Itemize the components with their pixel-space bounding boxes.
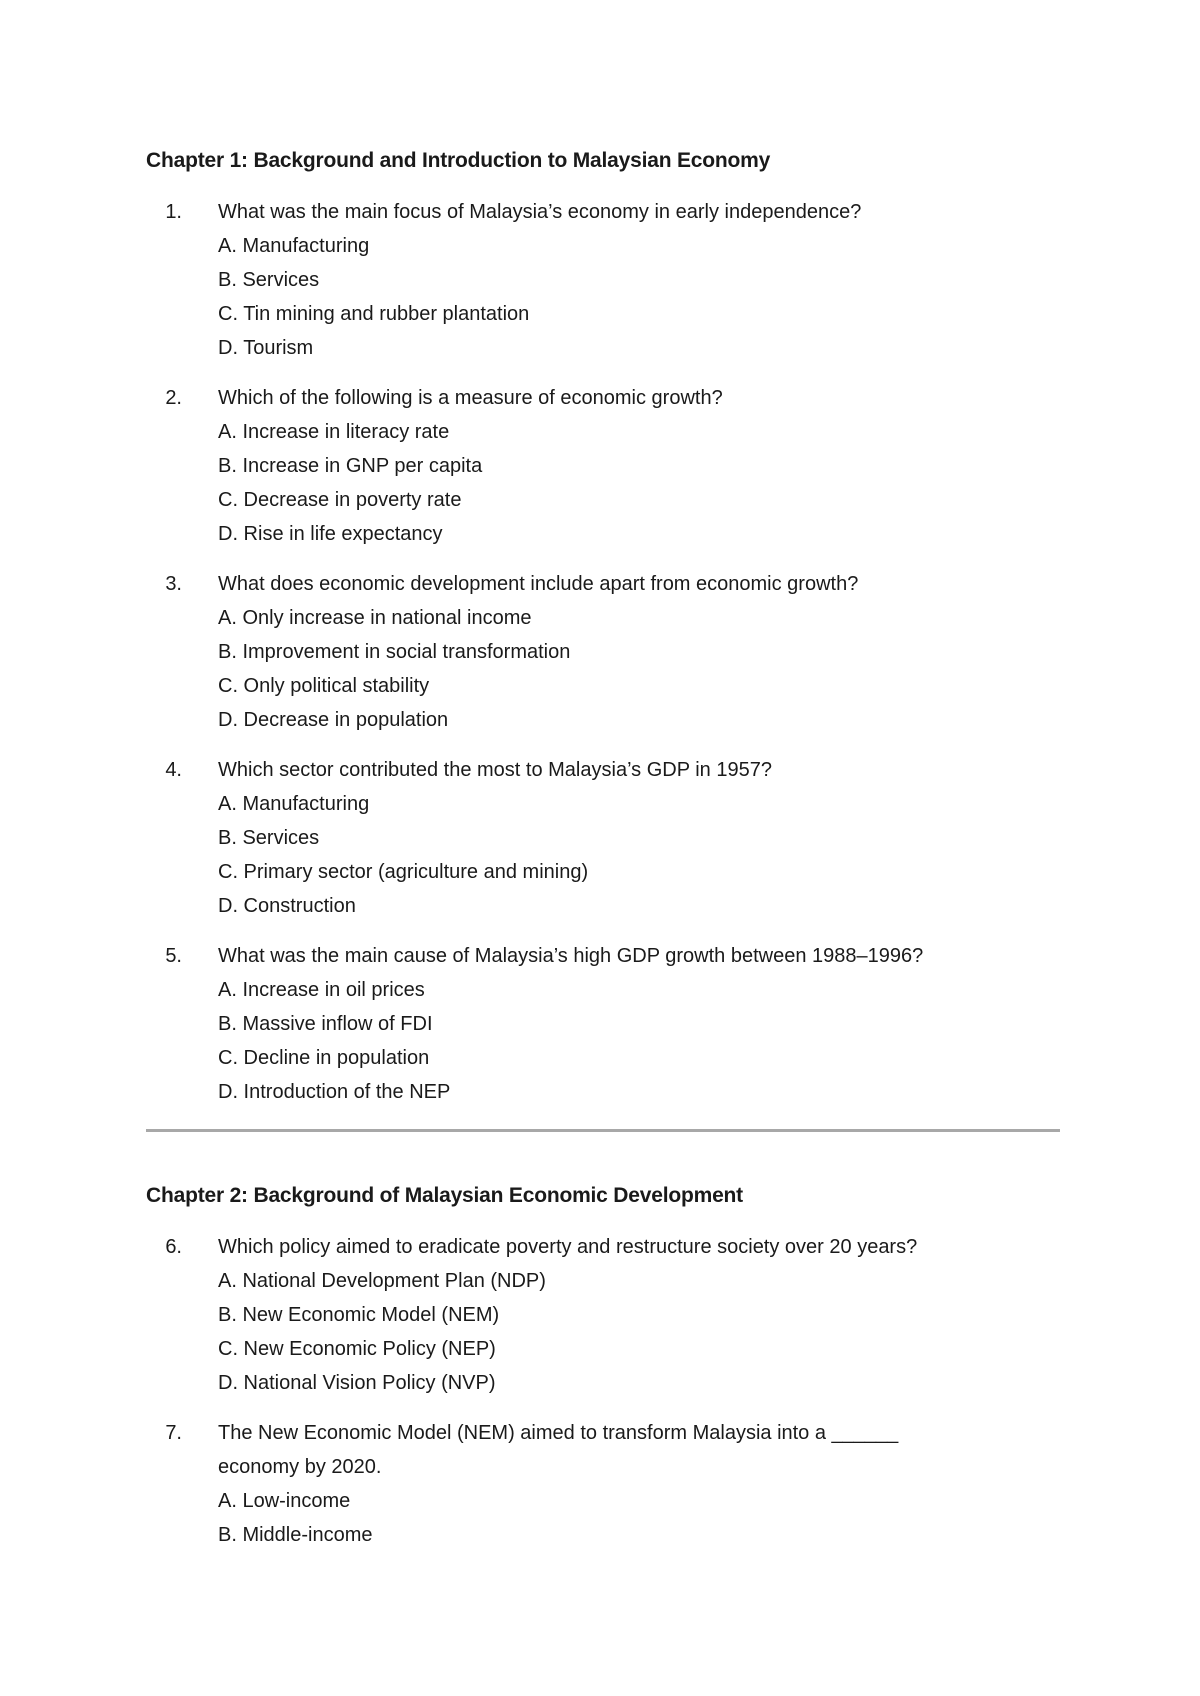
chapter-2-heading: Chapter 2: Background of Malaysian Economic Development — [146, 1184, 743, 1207]
question-text: Which sector contributed the most to Malaysia’s GDP in 1957? — [218, 759, 772, 781]
question-text: Which of the following is a measure of economic growth? — [218, 387, 723, 409]
option-d: D. Rise in life expectancy — [218, 523, 443, 545]
option-a: A. Only increase in national income — [218, 607, 532, 629]
question-number: 1. — [165, 201, 182, 223]
option-a: A. Low-income — [218, 1490, 351, 1512]
question-2 — [146, 381, 1046, 551]
option-c: C. Decrease in poverty rate — [218, 489, 462, 511]
option-b: B. Services — [218, 269, 320, 291]
question-text: What was the main cause of Malaysia’s high GDP growth between 1988–1996? — [218, 945, 924, 967]
option-b: B. Middle-income — [218, 1524, 373, 1546]
question-text: What was the main focus of Malaysia’s economy in early independence? — [218, 201, 862, 223]
option-b: B. Increase in GNP per capita — [218, 455, 483, 477]
option-a: A. Increase in oil prices — [218, 979, 425, 1001]
question-3 — [146, 567, 1046, 737]
option-c: C. Primary sector (agriculture and mining) — [218, 861, 589, 883]
question-5 — [146, 939, 1046, 1109]
option-b: B. Massive inflow of FDI — [218, 1013, 433, 1035]
question-text: Which policy aimed to eradicate poverty and restructure society over 20 years? — [218, 1236, 918, 1258]
section-divider — [146, 1129, 1060, 1132]
option-c: C. Only political stability — [218, 675, 430, 697]
option-a: A. Manufacturing — [218, 235, 370, 257]
question-number: 6. — [165, 1236, 182, 1258]
option-d: D. Introduction of the NEP — [218, 1081, 451, 1103]
question-1 — [146, 195, 1046, 365]
option-c: C. New Economic Policy (NEP) — [218, 1338, 496, 1360]
option-d: D. Construction — [218, 895, 356, 917]
option-c: C. Tin mining and rubber plantation — [218, 303, 530, 325]
question-7 — [146, 1416, 1046, 1552]
option-d: D. Decrease in population — [218, 709, 449, 731]
option-d: D. Tourism — [218, 337, 314, 359]
question-4 — [146, 753, 1046, 923]
question-6 — [146, 1230, 1046, 1400]
option-c: C. Decline in population — [218, 1047, 430, 1069]
option-a: A. National Development Plan (NDP) — [218, 1270, 546, 1292]
question-number: 2. — [165, 387, 182, 409]
question-text-continued: economy by 2020. — [218, 1456, 382, 1478]
option-a: A. Increase in literacy rate — [218, 421, 450, 443]
option-b: B. New Economic Model (NEM) — [218, 1304, 500, 1326]
question-number: 7. — [165, 1422, 182, 1444]
option-b: B. Improvement in social transformation — [218, 641, 571, 663]
option-b: B. Services — [218, 827, 320, 849]
chapter-1-heading: Chapter 1: Background and Introduction to Malaysian Economy — [146, 149, 771, 172]
option-d: D. National Vision Policy (NVP) — [218, 1372, 496, 1394]
question-text: What does economic development include apart from economic growth? — [218, 573, 859, 595]
question-text: The New Economic Model (NEM) aimed to transform Malaysia into a ______ — [218, 1422, 899, 1444]
question-number: 5. — [165, 945, 182, 967]
option-a: A. Manufacturing — [218, 793, 370, 815]
question-number: 4. — [165, 759, 182, 781]
question-number: 3. — [165, 573, 182, 595]
